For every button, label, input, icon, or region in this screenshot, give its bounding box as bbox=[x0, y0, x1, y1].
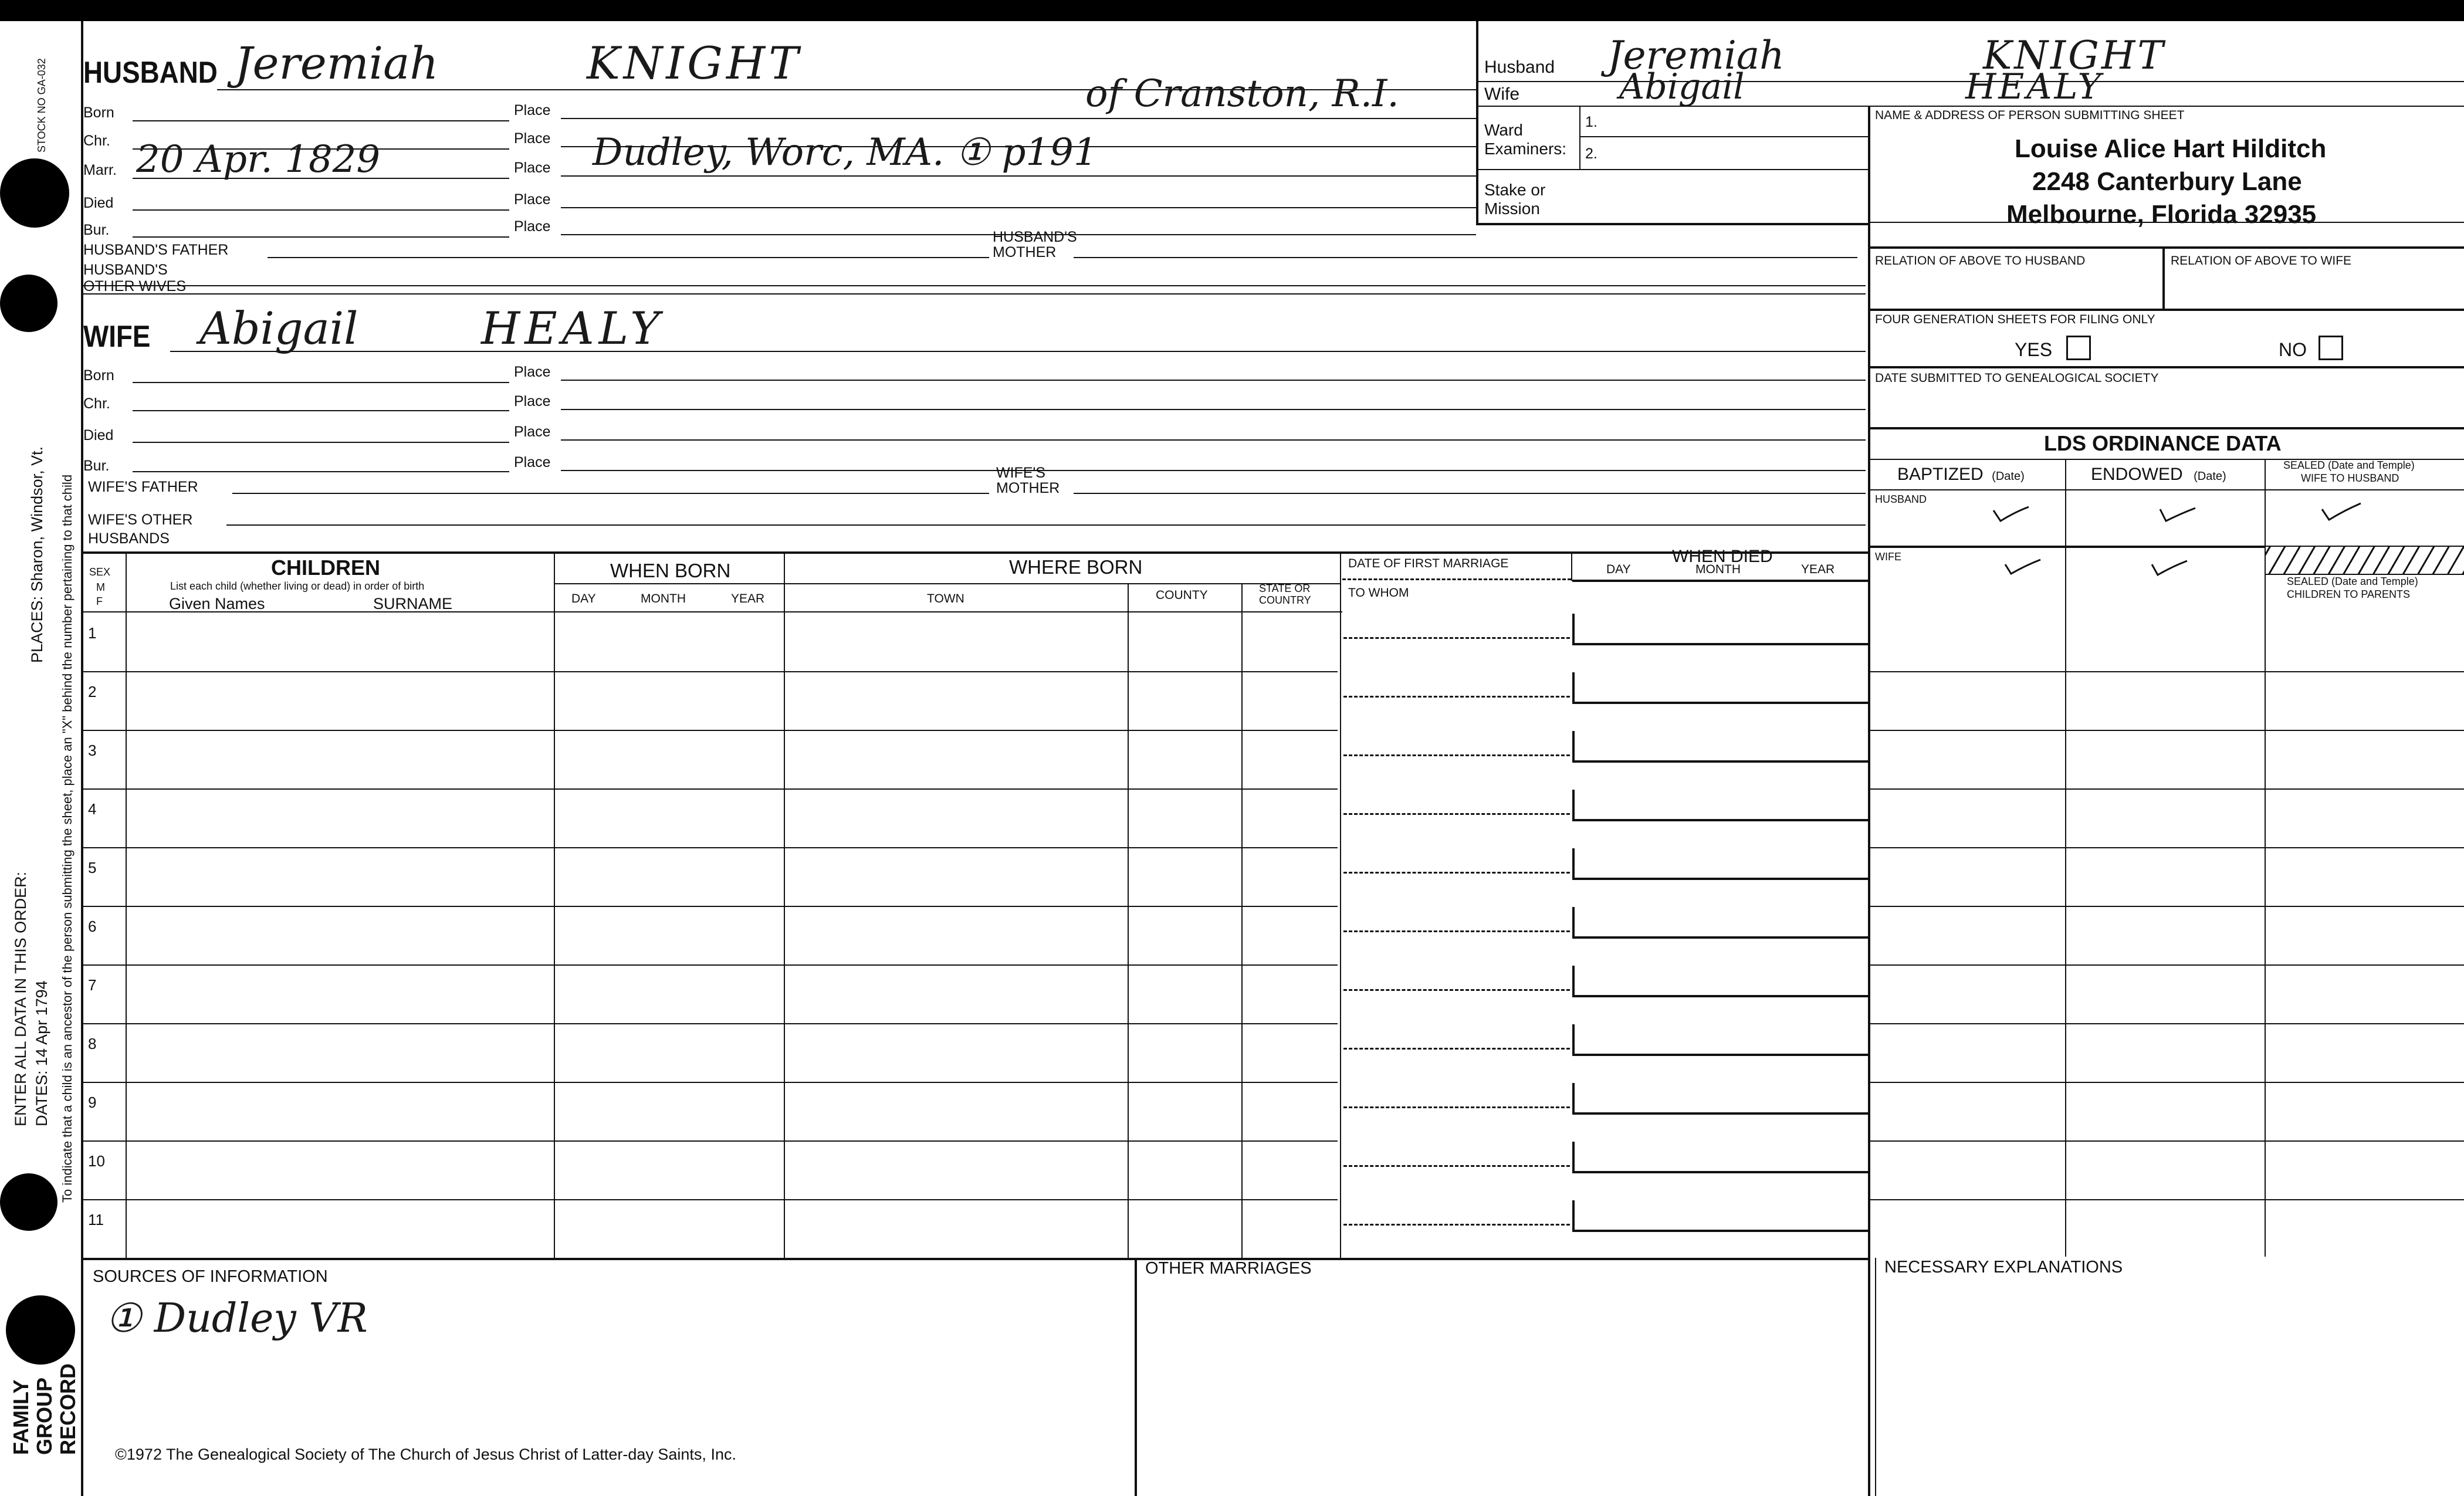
first-marriage-label: DATE OF FIRST MARRIAGE bbox=[1348, 557, 1509, 570]
husband-baptized-check bbox=[1992, 503, 2030, 523]
husband-given-name: Jeremiah bbox=[235, 37, 439, 89]
wife-mother-line bbox=[1074, 493, 1866, 494]
row-line bbox=[82, 730, 1338, 731]
examiner-1: 1. bbox=[1585, 114, 1597, 130]
no-checkbox[interactable] bbox=[2319, 336, 2343, 360]
wife-bur-place-label: Place bbox=[514, 454, 551, 471]
row-number: 8 bbox=[88, 1035, 97, 1052]
row-died-box-left bbox=[1572, 790, 1575, 819]
baptized-date-hint: (Date) bbox=[1992, 470, 2025, 483]
row-number: 10 bbox=[88, 1152, 105, 1170]
wife-chr-place-label: Place bbox=[514, 393, 551, 409]
row-number: 7 bbox=[88, 976, 97, 994]
husband-bur-line bbox=[133, 236, 509, 238]
row-line bbox=[82, 1082, 1338, 1083]
footer-divider-1 bbox=[1135, 1258, 1137, 1496]
husband-chr-label: Chr. bbox=[83, 133, 110, 149]
row-died-box-bottom bbox=[1572, 936, 1869, 939]
sealed-wth-label-1: SEALED (Date and Temple) bbox=[2283, 459, 2415, 471]
relation-wife-label: RELATION OF ABOVE TO WIFE bbox=[2171, 254, 2352, 268]
husband-marr-date: 20 Apr. 1829 bbox=[136, 138, 381, 181]
lds-row-line bbox=[1869, 730, 2464, 731]
born-day-label: DAY bbox=[571, 592, 596, 605]
husband-mother-line bbox=[1074, 257, 1857, 258]
wife-died-place-label: Place bbox=[514, 424, 551, 440]
wife-born-place-label: Place bbox=[514, 364, 551, 380]
lds-wife-label: WIFE bbox=[1875, 551, 1901, 563]
row-died-box-left bbox=[1572, 966, 1575, 995]
col-town-right bbox=[1128, 583, 1129, 1258]
wife-chr-label: Chr. bbox=[83, 395, 110, 412]
ancestor-note: To indicate that a child is an ancestor of the person submitting the sheet, place an "X" behind the number pertaining to that child bbox=[60, 474, 75, 1203]
lds-row-line bbox=[1869, 964, 2464, 966]
row-marriage-dash bbox=[1343, 1106, 1570, 1108]
wife-given-name: Abigail bbox=[199, 302, 358, 354]
col-marriage-right bbox=[1571, 553, 1572, 581]
row-number: 2 bbox=[88, 683, 97, 700]
binder-hole-3 bbox=[0, 1173, 57, 1231]
husband-died-line bbox=[133, 209, 509, 211]
died-day-label: DAY bbox=[1606, 563, 1631, 576]
hatched-cell bbox=[2266, 547, 2464, 574]
stock-number: STOCK NO GA-032 bbox=[36, 58, 48, 153]
where-born-label: WHERE BORN bbox=[1009, 556, 1143, 578]
wife-bur-label: Bur. bbox=[83, 458, 110, 474]
lds-row-line bbox=[1869, 1082, 2464, 1083]
binder-hole-1 bbox=[0, 158, 69, 228]
born-month-label: MONTH bbox=[641, 592, 686, 605]
record-title-2: GROUP bbox=[32, 1377, 56, 1455]
row-died-box-left bbox=[1572, 1200, 1575, 1230]
wife-mother-label-1: WIFE'S bbox=[996, 465, 1045, 481]
row-number: 9 bbox=[88, 1094, 97, 1111]
endowed-date-hint: (Date) bbox=[2194, 470, 2226, 483]
header-wife-surname: HEALY bbox=[1965, 66, 2104, 107]
baptized-label: BAPTIZED bbox=[1897, 465, 1984, 484]
row-line bbox=[82, 1199, 1338, 1200]
husband-bur-place-label: Place bbox=[514, 218, 551, 235]
row-died-box-bottom bbox=[1572, 643, 1869, 645]
husband-heading: HUSBAND bbox=[83, 56, 218, 90]
row-marriage-dash bbox=[1343, 754, 1570, 756]
row-died-box-bottom bbox=[1572, 878, 1869, 880]
when-born-label: WHEN BORN bbox=[610, 560, 731, 581]
husband-bur-label: Bur. bbox=[83, 222, 110, 238]
husband-marr-place: Dudley, Worc, MA. ① p191 bbox=[593, 131, 1098, 174]
row-died-box-bottom bbox=[1572, 995, 1869, 997]
col-year-right bbox=[784, 553, 785, 1258]
header-wife-line bbox=[1477, 106, 2464, 107]
wife-surname: HEALY bbox=[481, 302, 665, 354]
relation-divider bbox=[2162, 246, 2165, 311]
row-line bbox=[82, 847, 1338, 848]
husband-wife-separator bbox=[82, 293, 1866, 295]
town-label: TOWN bbox=[927, 592, 964, 605]
record-title-3: RECORD bbox=[56, 1363, 80, 1455]
row-marriage-dash bbox=[1343, 637, 1570, 639]
enter-all-note: ENTER ALL DATA IN THIS ORDER: bbox=[12, 871, 29, 1126]
col-state-right bbox=[1340, 553, 1341, 1258]
submitter-box-bottom bbox=[1869, 246, 2464, 249]
examiner-2-line bbox=[1477, 169, 1868, 170]
top-border bbox=[0, 0, 2464, 21]
wife-chr-place-line bbox=[561, 409, 1866, 410]
row-died-box-bottom bbox=[1572, 1054, 1869, 1056]
husband-other-wives-label-2: OTHER WIVES bbox=[83, 278, 187, 295]
husband-mother-label-2: MOTHER bbox=[993, 244, 1057, 260]
row-died-box-bottom bbox=[1572, 1171, 1869, 1173]
col-name-right bbox=[554, 553, 555, 1258]
wife-born-place-line bbox=[561, 380, 1866, 381]
endowed-label: ENDOWED bbox=[2091, 465, 2183, 484]
wife-heading: WIFE bbox=[83, 320, 151, 354]
row-number: 6 bbox=[88, 918, 97, 935]
wife-other-husbands-label-1: WIFE'S OTHER bbox=[88, 512, 193, 528]
header-wife-label: Wife bbox=[1484, 84, 1519, 104]
died-year-label: YEAR bbox=[1801, 563, 1835, 576]
state-label-2: COUNTRY bbox=[1259, 594, 1311, 606]
right-panel-divider bbox=[1868, 106, 1870, 1496]
yes-checkbox[interactable] bbox=[2066, 336, 2091, 360]
date-submitted-label: DATE SUBMITTED TO GENEALOGICAL SOCIETY bbox=[1875, 371, 2159, 385]
children-table-top bbox=[82, 551, 1869, 554]
header-husband-surname: KNIGHT bbox=[1983, 33, 2166, 78]
sex-label: SEX bbox=[89, 566, 111, 578]
row-number: 3 bbox=[88, 742, 97, 759]
header-box-left bbox=[1476, 21, 1478, 225]
submitter-name: Louise Alice Hart Hilditch bbox=[2015, 134, 2327, 163]
four-gen-label: FOUR GENERATION SHEETS FOR FILING ONLY bbox=[1875, 313, 2155, 326]
row-line bbox=[82, 906, 1338, 907]
wife-born-line bbox=[133, 382, 509, 383]
sealed-wth-label-2: WIFE TO HUSBAND bbox=[2301, 472, 2399, 484]
lds-row-line bbox=[1869, 788, 2464, 790]
row-marriage-dash bbox=[1343, 872, 1570, 874]
examiners-label: Examiners: bbox=[1484, 140, 1567, 158]
wife-name-line bbox=[170, 351, 1866, 352]
wife-mother-label-2: MOTHER bbox=[996, 480, 1060, 496]
submitter-label: NAME & ADDRESS OF PERSON SUBMITTING SHEET bbox=[1875, 109, 2185, 122]
wife-bur-line bbox=[133, 471, 509, 472]
wife-born-label: Born bbox=[83, 367, 114, 384]
sealed-ctp-label-1: SEALED (Date and Temple) bbox=[2287, 576, 2418, 587]
lds-row-line bbox=[1869, 1199, 2464, 1200]
yes-label: YES bbox=[2015, 339, 2053, 360]
sealed-wth-check bbox=[2321, 501, 2362, 522]
row-died-box-left bbox=[1572, 1024, 1575, 1054]
wife-chr-line bbox=[133, 410, 509, 411]
first-marriage-dash bbox=[1342, 578, 1571, 580]
col-county-right bbox=[1241, 583, 1243, 1258]
husband-marr-place-label: Place bbox=[514, 160, 551, 176]
row-marriage-dash bbox=[1343, 930, 1570, 932]
husband-father-line bbox=[268, 257, 989, 258]
husband-marr-place-line bbox=[561, 175, 1476, 177]
wife-died-label: Died bbox=[83, 427, 114, 444]
husband-died-place-label: Place bbox=[514, 191, 551, 208]
row-marriage-dash bbox=[1343, 813, 1570, 815]
row-line bbox=[82, 964, 1338, 966]
submitter-street: 2248 Canterbury Lane bbox=[2032, 167, 2302, 196]
lds-row-line bbox=[1869, 906, 2464, 907]
row-died-box-bottom bbox=[1572, 1112, 1869, 1115]
wife-bur-place-line bbox=[561, 470, 1866, 471]
sex-f-label: F bbox=[96, 595, 103, 607]
no-label: NO bbox=[2279, 339, 2307, 360]
husband-other-wives-line bbox=[82, 285, 1866, 286]
date-submitted-bottom bbox=[1869, 427, 2464, 429]
wife-father-label: WIFE'S FATHER bbox=[88, 479, 198, 495]
husband-endowed-check bbox=[2159, 503, 2196, 523]
when-born-underline bbox=[554, 583, 1340, 584]
children-header-bottom bbox=[82, 611, 1342, 612]
sealed-ctp-label-2: CHILDREN TO PARENTS bbox=[2287, 588, 2411, 600]
husband-other-wives-label-1: HUSBAND'S bbox=[83, 262, 168, 278]
row-marriage-dash bbox=[1343, 1224, 1570, 1226]
children-given-label: Given Names bbox=[169, 595, 265, 612]
husband-surname: KNIGHT bbox=[587, 37, 802, 89]
header-husband-given: Jeremiah bbox=[1607, 33, 1785, 78]
row-died-box-bottom bbox=[1572, 702, 1869, 704]
row-line bbox=[82, 1023, 1338, 1024]
when-died-label: WHEN DIED bbox=[1672, 547, 1773, 566]
dates-note: DATES: 14 Apr 1794 bbox=[33, 980, 50, 1126]
lds-husband-label: HUSBAND bbox=[1875, 493, 1927, 505]
lds-title: LDS ORDINANCE DATA bbox=[2044, 431, 2282, 455]
lds-row-line bbox=[1869, 671, 2464, 672]
husband-mother-label-1: HUSBAND'S bbox=[993, 229, 1077, 245]
row-number: 11 bbox=[88, 1211, 104, 1228]
row-died-box-left bbox=[1572, 848, 1575, 878]
husband-died-place-line bbox=[561, 207, 1476, 208]
binder-hole-2 bbox=[0, 275, 57, 332]
row-line bbox=[82, 1140, 1338, 1142]
row-died-box-left bbox=[1572, 1142, 1575, 1171]
record-title-1: FAMILY bbox=[9, 1379, 33, 1455]
when-died-underline bbox=[1572, 580, 1869, 582]
row-died-box-bottom bbox=[1572, 819, 1869, 821]
wife-died-line bbox=[133, 442, 509, 443]
husband-chr-place-label: Place bbox=[514, 130, 551, 147]
husband-marr-label: Marr. bbox=[83, 162, 117, 178]
wife-other-husbands-label-2: HUSBANDS bbox=[88, 530, 170, 547]
row-marriage-dash bbox=[1343, 696, 1570, 698]
husband-of-place: of Cranston, R.I. bbox=[1085, 72, 1399, 116]
row-line bbox=[82, 671, 1338, 672]
mission-label: Mission bbox=[1484, 199, 1540, 218]
baptized-header bbox=[1897, 466, 2025, 483]
husband-father-label: HUSBAND'S FATHER bbox=[83, 242, 229, 258]
born-year-label: YEAR bbox=[731, 592, 765, 605]
examiner-2: 2. bbox=[1585, 145, 1597, 162]
died-month-label: MONTH bbox=[1695, 563, 1741, 576]
submitter-underline-1 bbox=[1869, 222, 2464, 223]
row-number: 1 bbox=[88, 624, 97, 642]
row-line bbox=[82, 788, 1338, 790]
husband-born-place-label: Place bbox=[514, 102, 551, 119]
header-box-bottom bbox=[1476, 223, 1869, 225]
relation-husband-label: RELATION OF ABOVE TO HUSBAND bbox=[1875, 254, 2086, 268]
four-gen-bottom bbox=[1869, 366, 2464, 368]
row-died-box-left bbox=[1572, 672, 1575, 702]
submitter-city: Melbourne, Florida 32935 bbox=[2006, 200, 2317, 229]
stake-label: Stake or bbox=[1484, 181, 1546, 199]
row-died-box-left bbox=[1572, 1083, 1575, 1112]
county-label: COUNTY bbox=[1156, 588, 1208, 602]
children-note: List each child (whether living or dead) in order of birth bbox=[170, 580, 425, 592]
lds-header-bottom bbox=[1869, 489, 2464, 490]
wife-endowed-check bbox=[2151, 557, 2188, 577]
lds-row-line bbox=[1869, 847, 2464, 848]
necessary-explanations-label: NECESSARY EXPLANATIONS bbox=[1884, 1258, 2123, 1277]
ward-label: Ward bbox=[1484, 121, 1523, 139]
row-marriage-dash bbox=[1343, 1048, 1570, 1050]
husband-born-line bbox=[133, 120, 509, 121]
to-whom-label: TO WHOM bbox=[1348, 586, 1409, 600]
lds-row-line bbox=[1869, 1140, 2464, 1142]
wife-other-husbands-line bbox=[226, 524, 1866, 526]
col-sex-right bbox=[126, 553, 127, 1258]
binder-hole-4 bbox=[6, 1295, 75, 1365]
sources-label: SOURCES OF INFORMATION bbox=[93, 1267, 328, 1286]
hatched-bottom bbox=[2266, 574, 2464, 575]
examiner-1-line bbox=[1580, 136, 1868, 137]
husband-born-place-line bbox=[561, 118, 1476, 119]
lds-col-divider-1 bbox=[2065, 459, 2066, 1257]
lds-col-divider-2 bbox=[2265, 459, 2266, 1257]
wife-died-place-line bbox=[561, 439, 1866, 441]
state-label-1: STATE OR bbox=[1259, 583, 1311, 594]
wife-baptized-check bbox=[2004, 556, 2042, 576]
wife-father-line bbox=[232, 493, 989, 494]
husband-died-label: Died bbox=[83, 195, 114, 211]
children-surname-label: SURNAME bbox=[373, 595, 453, 612]
row-number: 5 bbox=[88, 859, 97, 876]
header-wife-given: Abigail bbox=[1619, 66, 1745, 107]
row-marriage-dash bbox=[1343, 989, 1570, 991]
sources-value: ① Dudley VR bbox=[106, 1295, 368, 1342]
examiners-divider bbox=[1579, 107, 1580, 169]
children-title: CHILDREN bbox=[271, 556, 380, 580]
row-number: 4 bbox=[88, 800, 97, 818]
sex-m-label: M bbox=[96, 581, 105, 593]
lds-row-line bbox=[1869, 1023, 2464, 1024]
row-died-box-bottom bbox=[1572, 760, 1869, 763]
places-note: PLACES: Sharon, Windsor, Vt. bbox=[28, 446, 46, 663]
footer-divider-2 bbox=[1875, 1258, 1876, 1496]
endowed-header bbox=[2091, 466, 2226, 483]
relation-box-bottom bbox=[1869, 309, 2464, 311]
row-died-box-left bbox=[1572, 907, 1575, 936]
other-marriages-label: OTHER MARRIAGES bbox=[1145, 1259, 1312, 1278]
row-marriage-dash bbox=[1343, 1165, 1570, 1167]
header-husband-label: Husband bbox=[1484, 57, 1555, 77]
husband-born-label: Born bbox=[83, 104, 114, 121]
row-died-box-bottom bbox=[1572, 1230, 1869, 1232]
copyright: ©1972 The Genealogical Society of The Church of Jesus Christ of Latter-day Saints, Inc. bbox=[115, 1446, 736, 1463]
row-died-box-left bbox=[1572, 614, 1575, 643]
row-died-box-left bbox=[1572, 731, 1575, 760]
